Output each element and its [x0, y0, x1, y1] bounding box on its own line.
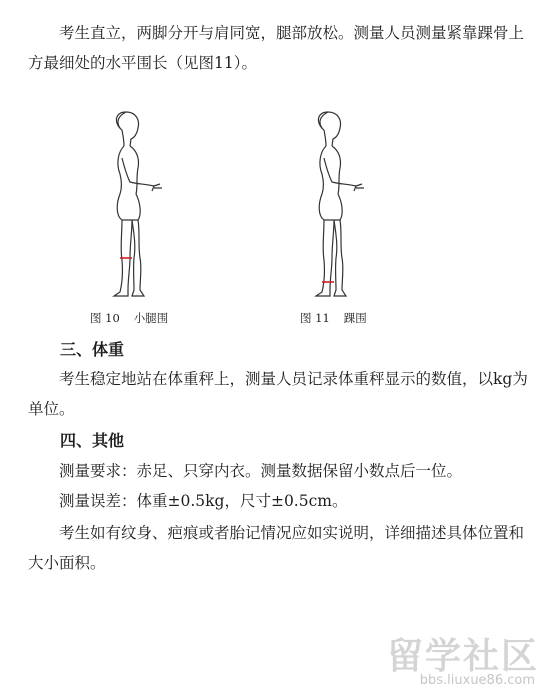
- intro-paragraph: 考生直立，两脚分开与肩同宽，腿部放松。测量人员测量紧靠踝骨上方最细处的水平围长（见图11）。: [28, 24, 525, 72]
- measurement-error: 测量误差：体重±0.5kg，尺寸±0.5cm。: [59, 492, 348, 510]
- watermark-text: 留学社区: [386, 636, 539, 677]
- figure-10-number: 图 10: [90, 311, 120, 325]
- figure-10-caption: [90, 310, 168, 326]
- figure-10-label: 小腿围: [133, 311, 169, 325]
- figure-10-calf-illustration: [92, 108, 182, 300]
- figure-11-label: 踝围: [343, 311, 367, 325]
- watermark: [369, 628, 539, 688]
- figure-11-caption: [300, 310, 367, 326]
- tattoo-note: 考生如有纹身、疤痕或者胎记情况应如实说明，详细描述具体位置和大小面积。: [28, 524, 525, 572]
- section-weight-heading: 三、体重: [60, 340, 125, 359]
- measurement-requirement: 测量要求：赤足、只穿内衣。测量数据保留小数点后一位。: [59, 462, 463, 480]
- figure-11-ankle-illustration: [294, 108, 384, 300]
- section-other-heading: 四、其他: [60, 431, 125, 450]
- section-weight-paragraph: 考生稳定地站在体重秤上，测量人员记录体重秤显示的数值，以kg为单位。: [28, 370, 528, 418]
- figure-11-number: 图 11: [300, 311, 330, 325]
- watermark-url: bbs.liuxue86.com: [419, 673, 535, 688]
